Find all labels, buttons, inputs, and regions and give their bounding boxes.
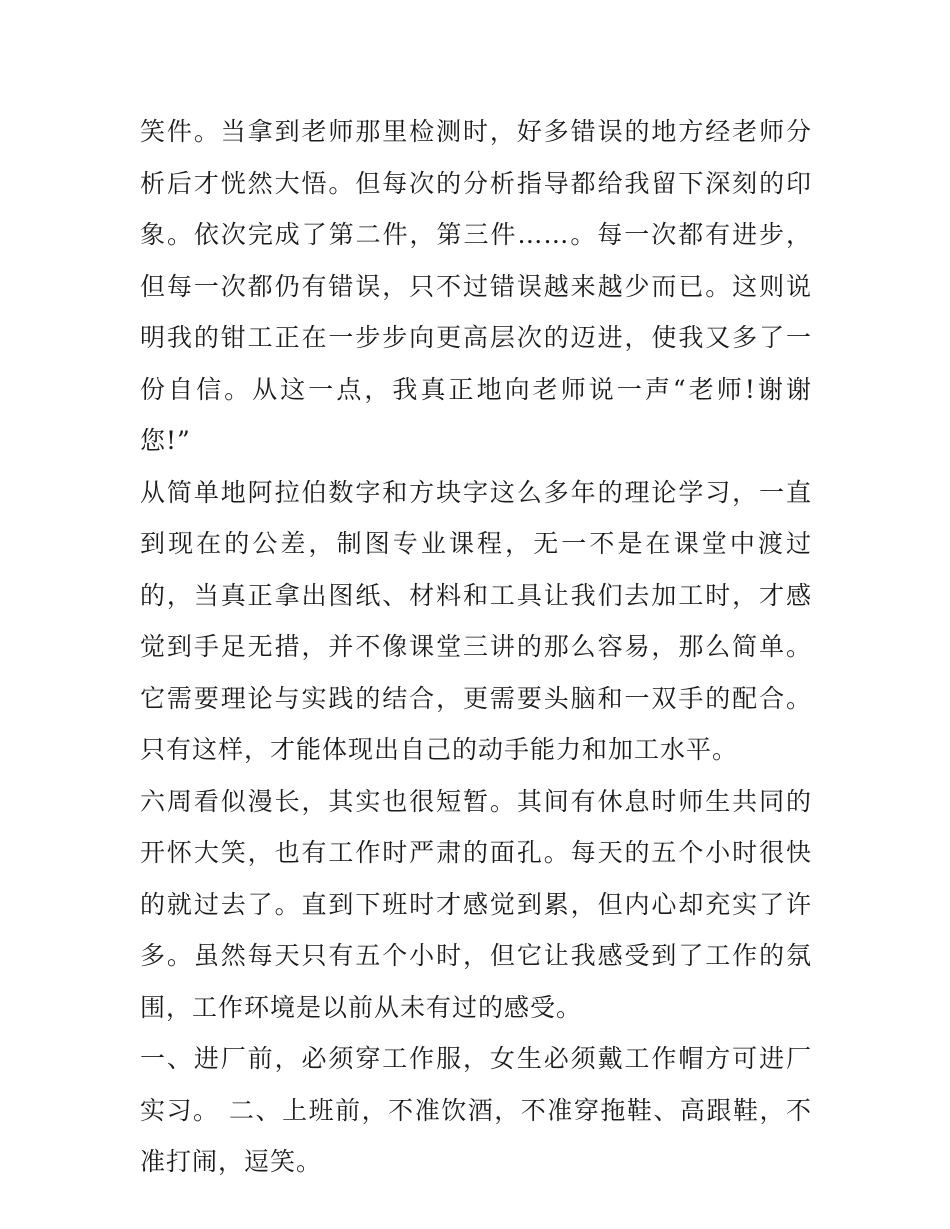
paragraph-2: 从简单地阿拉伯数字和方块字这么多年的理论学习，一直到现在的公差，制图专业课程，无一不是在课堂中渡过的，当真正拿出图纸、材料和工具让我们去加工时，才感觉到手足无措，并不像课堂三讲的那么容易，那么简单。它需要理论与实践的结合，更需要头脑和一双手的配合。只有这样，才能体现出自己的动手能力和加工水平。: [140, 477, 812, 764]
paragraph-3: 六周看似漫长，其实也很短暂。其间有休息时师生共同的开怀大笑，也有工作时严肃的面孔。每天的五个小时很快的就过去了。直到下班时才感觉到累，但内心却充实了许多。虽然每天只有五个小时，但它让我感受到了工作的氛围，工作环境是以前从未有过的感受。: [140, 786, 812, 1022]
paragraph-4: 一、进厂前，必须穿工作服，女生必须戴工作帽方可进厂实习。 二、上班前，不准饮酒，不准穿拖鞋、高跟鞋，不准打闹，逗笑。: [140, 1044, 812, 1176]
document-body: [140, 106, 812, 1188]
paragraph-1: 笑件。当拿到老师那里检测时，好多错误的地方经老师分析后才恍然大悟。但每次的分析指导都给我留下深刻的印象。依次完成了第二件，第三件……。每一次都有进步，但每一次都仍有错误，只不过错误越来越少而已。这则说明我的钳工正在一步步向更高层次的迈进，使我又多了一份自信。从这一点，我真正地向老师说一声“老师!谢谢您!”: [140, 117, 812, 455]
